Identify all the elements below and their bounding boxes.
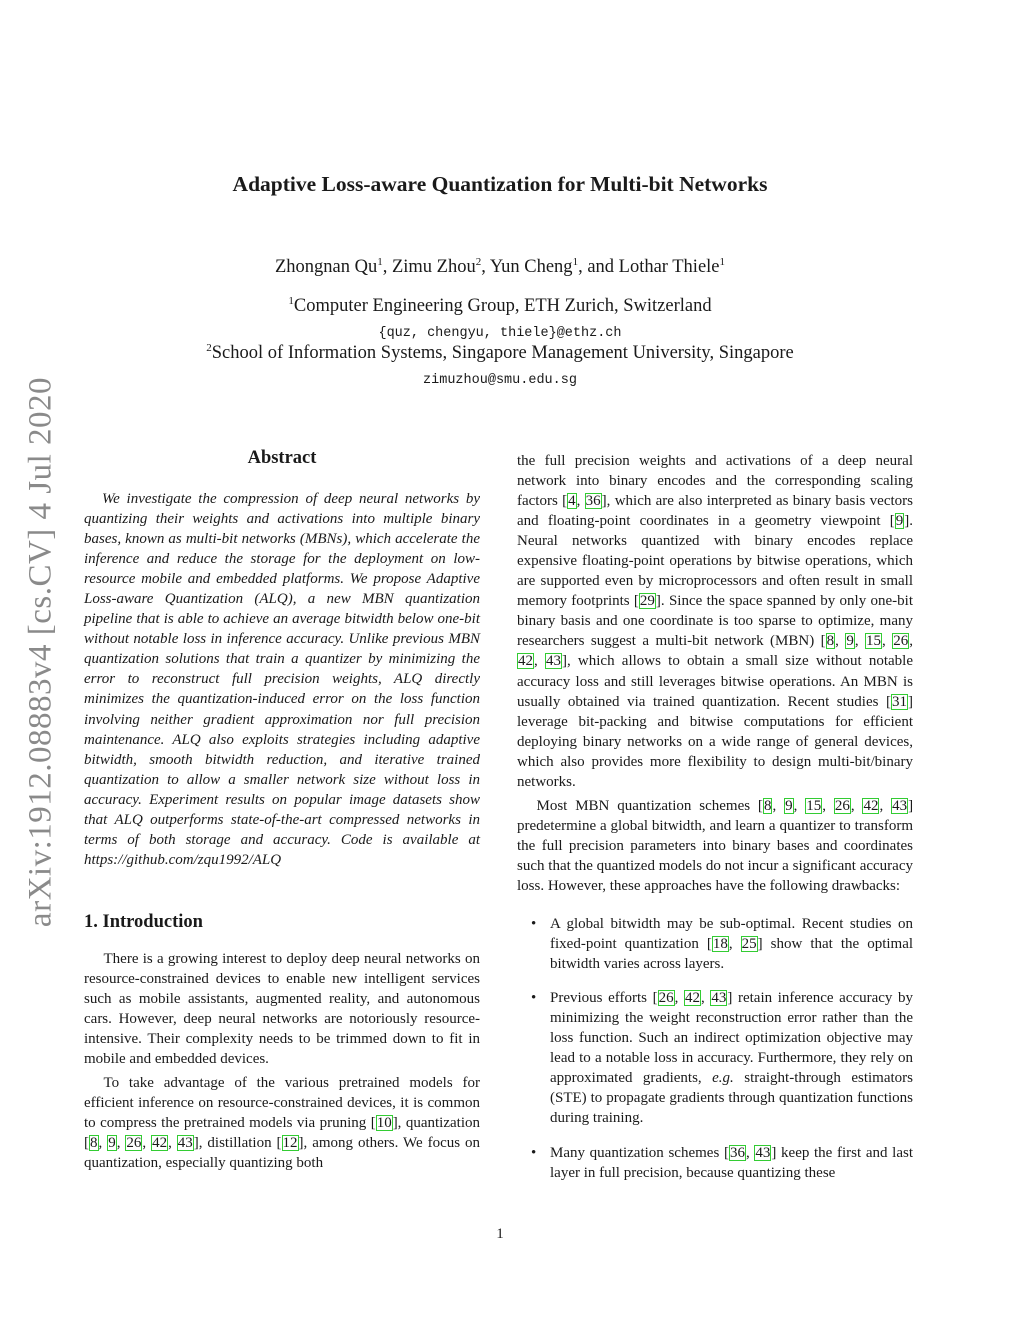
text-run: ]. Since the space spanned by only one-bit binary basis and one coordinate is too sparse to optimize, many researchers suggest a multi-bit network (MBN) [ bbox=[517, 593, 913, 650]
right-paragraph-2: Most MBN quantization schemes [8, 9, 15, 26, 42, 43] predetermine a global bitwidth, and learn a quantizer to transform the full precision parameters into binary bases and coordinates such that the quantized models do not incur a significant accuracy loss. However, these approaches have the following drawbacks: bbox=[517, 797, 914, 894]
citation-link[interactable]: 42 bbox=[684, 990, 700, 1007]
affiliation-email-smu: zimuzhou@smu.edu.sg bbox=[423, 373, 577, 388]
left-column bbox=[84, 448, 480, 1177]
citation-link[interactable]: 36 bbox=[585, 493, 601, 510]
right-column bbox=[517, 451, 913, 1197]
affiliation-name: Computer Engineering Group, ETH Zurich, Switzerland bbox=[293, 296, 712, 316]
bullet-icon: • bbox=[531, 990, 537, 1007]
citation-link[interactable]: 18 bbox=[712, 936, 728, 953]
citation-link[interactable]: 43 bbox=[755, 1144, 771, 1161]
author-separator: , and bbox=[578, 257, 619, 277]
affiliation-eth bbox=[0, 296, 1000, 317]
citation-link[interactable]: 9 bbox=[846, 633, 854, 650]
list-item: • Many quantization schemes [36, 43] keep the first and last layer in full precision, because quantizing these bbox=[531, 1144, 913, 1181]
paper-title: Adaptive Loss-aware Quantization for Multi-bit Networks bbox=[232, 172, 768, 196]
citation-link[interactable]: 42 bbox=[863, 797, 879, 814]
citation-link[interactable]: 9 bbox=[108, 1135, 116, 1152]
author-affiliation-mark: 1 bbox=[719, 256, 726, 268]
intro-paragraph-2: To take advantage of the various pretrained models for efficient inference on resource-constrained devices, it is common to compress the pretrained models via pruning [10], quantization [8, 9, 26, 42, 43], distillation [12], among others. We focus on quantization, especially quantizing both bbox=[84, 1075, 481, 1172]
citation-link[interactable]: 8 bbox=[90, 1135, 98, 1152]
citation-link[interactable]: 26 bbox=[893, 633, 909, 650]
text-run: A global bitwidth may be sub-optimal. Recent studies on fixed-point quantization [ bbox=[550, 916, 913, 953]
arxiv-identifier: arXiv:1912.08883v4 [cs.CV] 4 Jul 2020 bbox=[22, 376, 59, 928]
citation-link[interactable]: 10 bbox=[376, 1115, 392, 1132]
citation-link[interactable]: 43 bbox=[892, 797, 908, 814]
text-run: Most MBN quantization schemes [ bbox=[536, 797, 763, 814]
author-separator: , bbox=[481, 257, 490, 277]
citation-link[interactable]: 26 bbox=[658, 990, 674, 1007]
citation-link[interactable]: 15 bbox=[806, 797, 822, 814]
text-run: ], among others. We focus on quantization, especially quantizing both bbox=[84, 1135, 481, 1172]
affiliation-name: School of Information Systems, Singapore Management University, Singapore bbox=[211, 343, 794, 363]
author-affiliation-mark: 2 bbox=[475, 256, 482, 268]
author-name: Lothar Thiele bbox=[618, 257, 720, 277]
text-run: Previous efforts [ bbox=[550, 990, 658, 1007]
author-name: Zhongnan Qu bbox=[274, 257, 378, 277]
bullet-icon: • bbox=[531, 916, 537, 933]
affiliation-email-eth: {quz, chengyu, thiele}@ethz.ch bbox=[378, 326, 622, 341]
author-name: Yun Cheng bbox=[489, 257, 573, 277]
author-affiliation-mark: 1 bbox=[572, 256, 579, 268]
affiliation-smu bbox=[0, 343, 1000, 364]
citation-link[interactable]: 9 bbox=[895, 513, 904, 530]
citation-link[interactable]: 8 bbox=[763, 797, 772, 814]
citation-link[interactable]: 9 bbox=[785, 797, 793, 814]
text-run: ] retain inference accuracy by minimizing the weight reconstruction error rather than the loss function. Such an indirect optimization objective may lead to a notable loss in accuracy. Furthermore, they rely on approximated gradients, bbox=[550, 990, 914, 1087]
drawbacks-list bbox=[517, 914, 913, 1183]
text-run: straight-through estimators (STE) to propagate gradients through quantization functions during training. bbox=[550, 1070, 913, 1127]
list-item: • Previous efforts [26, 42, 43] retain inference accuracy by minimizing the weight reconstruction error rather than the loss function. Such an indirect optimization objective may lead to a notable loss in accuracy. Furthermore, they rely on approximated gradients, e.g. straight-through estimators (STE) to propagate gradients through quantization functions during training. bbox=[531, 990, 914, 1127]
citation-link[interactable]: 15 bbox=[866, 633, 882, 650]
author-affiliation-mark: 1 bbox=[377, 256, 383, 268]
intro-paragraph-1: There is a growing interest to deploy deep neural networks on resource-constrained devices to enable new intelligent services such as mobile assistants, augmented reality, and autonomous cars. However, deep neural networks are notoriously resource-intensive. Their complexity needs to be trimmed down to fit in mobile and embedded devices. bbox=[84, 950, 480, 1068]
text-run: the full precision weights and activations of a deep neural network into binary encodes and the corresponding scaling factors [ bbox=[517, 453, 913, 510]
page-number: 1 bbox=[496, 1226, 504, 1242]
bullet-icon: • bbox=[531, 1144, 537, 1161]
citation-link[interactable]: 43 bbox=[711, 990, 727, 1007]
text-run: To take advantage of the various pretrained models for efficient inference on resource-constrained devices, it is common to compress the pretrained models via pruning [ bbox=[84, 1075, 480, 1132]
right-paragraph-1: the full precision weights and activations of a deep neural network into binary encodes and the corresponding scaling factors [4, 36], which are also interpreted as binary basis vectors and floating-point coordinates in a geometry viewpoint [9]. Neural networks quantized with binary encodes replace expensive floating-point operations by bitwise operations, which are supported even by microprocessors and often result in small memory footprints [29]. Since the space spanned by only one-bit binary basis and one coordinate is too sparse to optimize, many researchers suggest a multi-bit network (MBN) [8, 9, 15, 26, 42, 43], which allows to obtain a small size without notable accuracy loss and still leverages bitwise operations. An MBN is usually obtained via trained quantization. Recent studies [31] leverage bit-packing and bitwise computations for efficient deploying binary networks on a wide range of general devices, which also provides more flexibility to design multi-bit/binary networks. bbox=[517, 453, 914, 790]
introduction-heading: 1. Introduction bbox=[84, 911, 203, 932]
citation-link[interactable]: 42 bbox=[518, 653, 533, 670]
text-run: ], quantization [ bbox=[84, 1115, 480, 1152]
text-run: ], distillation [ bbox=[193, 1135, 282, 1152]
citation-link[interactable]: 26 bbox=[834, 797, 850, 814]
citation-link[interactable]: 36 bbox=[729, 1144, 745, 1161]
citation-link[interactable]: 43 bbox=[545, 653, 561, 670]
author-name: Zimu Zhou bbox=[391, 257, 476, 277]
citation-link[interactable]: 43 bbox=[177, 1135, 193, 1152]
citation-link[interactable]: 42 bbox=[152, 1135, 168, 1152]
text-run: Many quantization schemes [ bbox=[550, 1144, 729, 1161]
text-run: ], which are also interpreted as binary basis vectors and floating-point coordinates in a geometry viewpoint [ bbox=[517, 493, 913, 530]
abstract-text: We investigate the compression of deep neural networks by quantizing their weights and activations into multiple binary bases, known as multi-bit networks (MBNs), which accelerate the inference and reduce the storage for the deployment on low-resource mobile and embedded platforms. We propose Adaptive Loss-aware Quantization (ALQ), a new MBN quantization pipeline that is able to achieve an average bitwidth below one-bit without notable loss in inference accuracy. Unlike previous MBN quantization solutions that train a quantizer by minimizing the error to reconstruct full precision weights, ALQ directly minimizes the quantization-induced error on the loss function involving neither gradient approximation nor full precision maintenance. ALQ also exploits strategies including adaptive bitwidth, smooth bitwidth reduction, and iterative trained quantization to allow a smaller network size without loss in accuracy. Experiment results on popular image datasets show that ALQ outperforms state-of-the-art compressed networks in terms of both storage and accuracy. Code is available at https://github.com/zqu1992/ALQ bbox=[84, 491, 480, 868]
author-list bbox=[0, 257, 1000, 278]
citation-link[interactable]: 29 bbox=[639, 593, 655, 610]
citation-link[interactable]: 8 bbox=[826, 633, 835, 650]
text-run: ] show that the optimal bitwidth varies across layers. bbox=[550, 936, 914, 973]
arxiv-side-stamp bbox=[22, 375, 60, 930]
text-run: ]. Neural networks quantized with binary encodes replace expensive floating-point operations by bitwise operations, which are supported even by microprocessors and often result in small memory footprints [ bbox=[517, 513, 913, 610]
text-run: ] leverage bit-packing and bitwise computations for efficient deploying binary networks on a wide range of general devices, which also provides more flexibility to design multi-bit/binary networks. bbox=[517, 693, 913, 790]
citation-link[interactable]: 12 bbox=[282, 1135, 298, 1152]
author-separator: , bbox=[382, 257, 392, 277]
affiliation-mark: 1 bbox=[288, 295, 294, 307]
abstract-heading: Abstract bbox=[247, 448, 317, 468]
citation-link[interactable]: 4 bbox=[568, 493, 576, 510]
text-run: ] predetermine a global bitwidth, and learn a quantizer to transform the full precision parameters into binary bases and coordinates such that the quantized models do not incur a significant accuracy loss. However, these approaches have the following drawbacks: bbox=[517, 797, 914, 894]
citation-link[interactable]: 26 bbox=[126, 1135, 142, 1152]
list-item: • A global bitwidth may be sub-optimal. Recent studies on fixed-point quantization [18, 25] show that the optimal bitwidth varies across layers. bbox=[531, 916, 914, 973]
text-run: ], which allows to obtain a small size without notable accuracy loss and still leverages bitwise operations. An MBN is usually obtained via trained quantization. Recent studies [ bbox=[517, 653, 914, 710]
citation-link[interactable]: 25 bbox=[741, 936, 757, 953]
text-run: ] keep the first and last layer in full precision, because quantizing these bbox=[550, 1144, 913, 1181]
affiliation-mark: 2 bbox=[206, 342, 212, 354]
citation-link[interactable]: 31 bbox=[892, 693, 907, 710]
emphasis: e.g. bbox=[712, 1070, 734, 1087]
